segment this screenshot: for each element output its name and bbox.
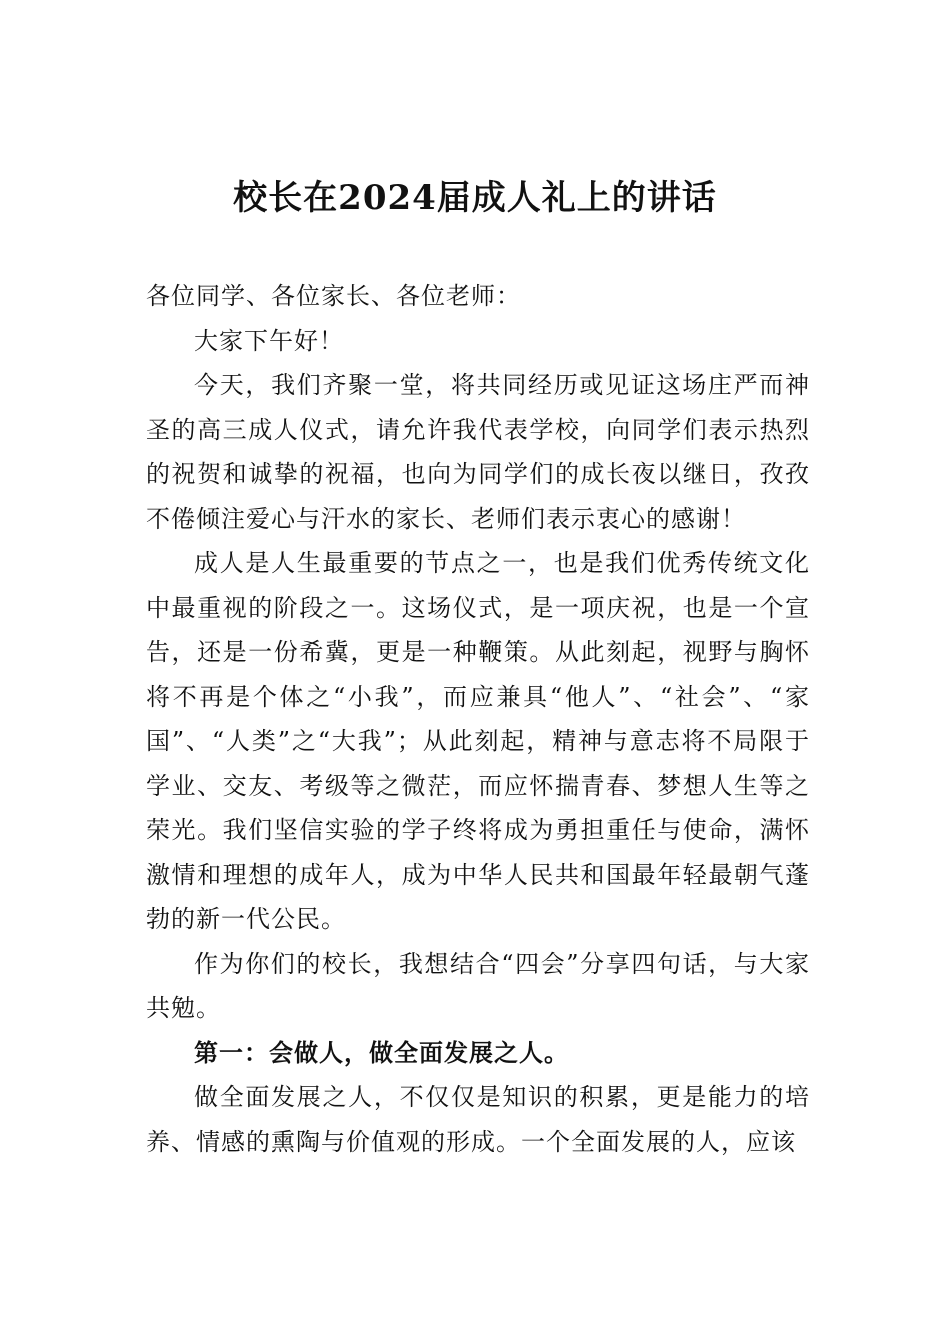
document-title: 校长在2024届成人礼上的讲话 — [233, 178, 717, 218]
paragraph-opening: 今天，我们齐聚一堂，将共同经历或见证这场庄严而神圣的高三成人仪式，请允许我代表学校，向同学们表示热烈的祝贺和诚挚的祝福，也向为同学们的成长夜以继日，孜孜不倦倾注爱心与汗水的家长、老师们表示衷心的感谢！ — [146, 371, 810, 533]
greeting: 大家下午好！ — [194, 326, 344, 355]
paragraph-coming-of-age: 成人是人生最重要的节点之一，也是我们优秀传统文化中最重视的阶段之一。这场仪式，是一项庆祝，也是一个宣告，还是一份希冀，更是一种鞭策。从此刻起，视野与胸怀将不再是个体之“小我”，而应兼具“他人”、“社会”、“家国”、“人类”之“大我”；从此刻起，精神与意志将不局限于学业、交友、考级等之微茫，而应怀揣青春、梦想人生等之荣光。我们坚信实验的学子终将成为勇担重任与使命，满怀激情和理想的成年人，成为中华人民共和国最年轻最朝气蓬勃的新一代公民。 — [146, 549, 810, 933]
paragraph-all-round-development: 做全面发展之人，不仅仅是知识的积累，更是能力的培养、情感的熏陶与价值观的形成。一个全面发展的人，应该 — [146, 1083, 810, 1156]
document-body — [146, 274, 810, 1164]
paragraph-four-sentences: 作为你们的校长，我想结合“四会”分享四句话，与大家共勉。 — [146, 949, 810, 1022]
section-heading-first: 第一：会做人，做全面发展之人。 — [194, 1038, 569, 1067]
salutation: 各位同学、各位家长、各位老师： — [146, 282, 521, 310]
